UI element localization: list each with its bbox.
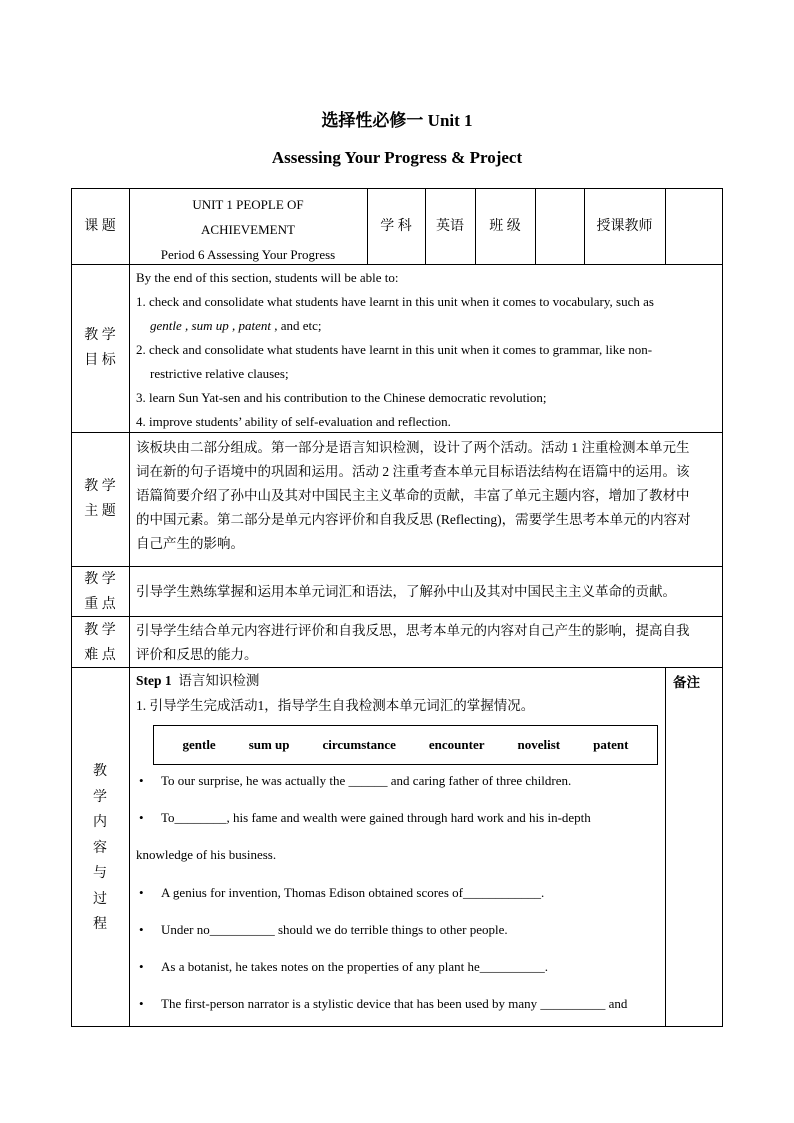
word-bank-box [153, 725, 658, 765]
bullet-icon: • [139, 773, 144, 788]
process-label-char: 与 [93, 866, 107, 881]
sentence-text: As a botanist, he takes notes on the properties of any plant he__________. [161, 959, 549, 974]
row-divider [71, 566, 723, 567]
col-divider [665, 188, 666, 264]
process-label [71, 759, 129, 938]
row-divider [71, 616, 723, 617]
teacher-label: 授课教师 [596, 219, 653, 234]
word-bank-item: sum up [248, 737, 290, 752]
process-label-char: 教 [93, 764, 107, 779]
goal-item-1-cont [136, 314, 718, 338]
difficulty-label-line: 难 点 [84, 648, 116, 663]
goals-content [136, 266, 718, 434]
goal-item-4: 4. improve students’ ability of self-evaluation and reflection. [136, 414, 451, 429]
goal-item-3: 3. learn Sun Yat-sen and his contribution to the Chinese democratic revolution; [136, 390, 547, 405]
goals-intro: By the end of this section, students will be able to: [136, 270, 399, 285]
step1-heading [136, 671, 259, 691]
col-divider [535, 188, 536, 264]
key-label-line: 教 学 [84, 572, 116, 587]
class-label: 班 级 [489, 219, 521, 234]
exercise-sentence [139, 920, 508, 940]
sentence-text: A genius for invention, Thomas Edison obtained scores of____________. [161, 885, 545, 900]
goals-label-line: 教 学 [84, 328, 116, 343]
exercise-sentence [139, 994, 627, 1014]
word-bank-item: novelist [517, 737, 561, 752]
step1-number: Step 1 [136, 673, 172, 688]
sentence-text: Under no__________ should we do terrible things to other people. [161, 922, 508, 937]
bullet-icon: • [139, 885, 144, 900]
topic-value [129, 192, 367, 267]
bullet-icon: • [139, 922, 144, 937]
sentence-text: The first-person narrator is a stylistic device that has been used by many __________ and [161, 996, 628, 1011]
difficulty-line: 引导学生结合单元内容进行评价和自我反思，思考本单元的内容对自己产生的影响，提高自我 [136, 623, 690, 638]
table-border-right [722, 188, 723, 1027]
word-bank-item: circumstance [322, 737, 396, 752]
exercise-sentence [139, 883, 544, 903]
goal-item-1: 1. check and consolidate what students have learnt in this unit when it comes to vocabulary, such as [136, 294, 654, 309]
theme-label-line: 主 题 [84, 504, 116, 519]
theme-content [136, 436, 720, 556]
theme-line: 语篇简要介绍了孙中山及其对中国民主主义革命的贡献，丰富了单元主题内容，增加了教材中 [136, 488, 690, 503]
goal-item-1-tail: , and etc; [270, 318, 322, 333]
notes-label: 备注 [673, 675, 700, 690]
theme-line: 该板块由二部分组成。第一部分是语言知识检测，设计了两个活动。活动 1 注重检测本单元生 [136, 440, 690, 455]
goal-item-2: 2. check and consolidate what students have learnt in this unit when it comes to grammar, like non- [136, 342, 653, 357]
theme-label [71, 474, 129, 524]
activity1-instruction: 1. 引导学生完成活动1，指导学生自我检测本单元词汇的掌握情况。 [136, 698, 535, 713]
process-label-char: 容 [93, 840, 107, 856]
topic-label: 课 题 [84, 219, 116, 234]
exercise-sentence [139, 771, 571, 791]
difficulty-line: 评价和反思的能力。 [136, 647, 258, 662]
subject-label: 学 科 [380, 219, 412, 234]
process-label-char: 程 [93, 917, 107, 932]
sentence-text: To________, his fame and wealth were gained through hard work and his in-depth [161, 810, 591, 825]
bullet-icon: • [139, 996, 144, 1011]
sentence-text: To our surprise, he was actually the ______ and caring father of three children. [161, 773, 572, 788]
topic-line: UNIT 1 PEOPLE OF [192, 197, 304, 212]
key-label-line: 重 点 [84, 597, 116, 612]
theme-line: 的中国元素。第二部分是单元内容评价和自我反思 (Reflecting)，需要学生思考本单元的内容对 [136, 512, 691, 527]
goal-item-2-cont: restrictive relative clauses; [150, 366, 289, 381]
subject-value: 英语 [436, 219, 464, 234]
process-label-char: 过 [93, 891, 107, 907]
topic-line: ACHIEVEMENT [201, 222, 295, 237]
theme-line: 自己产生的影响。 [136, 536, 244, 551]
goals-label [71, 323, 129, 373]
difficulty-label [71, 618, 129, 668]
table-border-top [71, 188, 723, 189]
notes-column-divider [665, 667, 666, 1026]
process-label-char: 内 [93, 815, 107, 830]
difficulty-label-line: 教 学 [84, 623, 116, 638]
label-column-divider [129, 188, 130, 1027]
document-title: 选择性必修一 Unit 1 [321, 111, 473, 130]
table-border-bottom [71, 1026, 723, 1027]
exercise-sentence [139, 808, 591, 828]
exercise-sentence [139, 957, 548, 977]
step1-title: 语言知识检测 [178, 673, 260, 688]
difficulty-content [136, 619, 720, 667]
process-label-char: 学 [93, 789, 107, 805]
topic-line: Period 6 Assessing Your Progress [160, 247, 336, 262]
row-divider [71, 667, 723, 668]
theme-label-line: 教 学 [84, 479, 116, 494]
bullet-icon: • [139, 959, 144, 974]
word-bank-item: gentle [182, 737, 216, 752]
bullet-icon: • [139, 810, 144, 825]
goal-item-1-words: gentle , sum up , patent [150, 318, 271, 333]
key-label [71, 567, 129, 617]
goals-label-line: 目 标 [84, 353, 116, 368]
sentence-continuation: knowledge of his business. [136, 847, 277, 862]
theme-line: 词在新的句子语境中的巩固和运用。活动 2 注重考查本单元目标语法结构在语篇中的运用。该 [136, 464, 690, 479]
word-bank-item: encounter [428, 737, 485, 752]
key-content: 引导学生熟练掌握和运用本单元词汇和语法，了解孙中山及其对中国民主主义革命的贡献。 [136, 584, 676, 599]
word-bank-item: patent [593, 737, 629, 752]
document-subtitle: Assessing Your Progress & Project [271, 148, 523, 167]
